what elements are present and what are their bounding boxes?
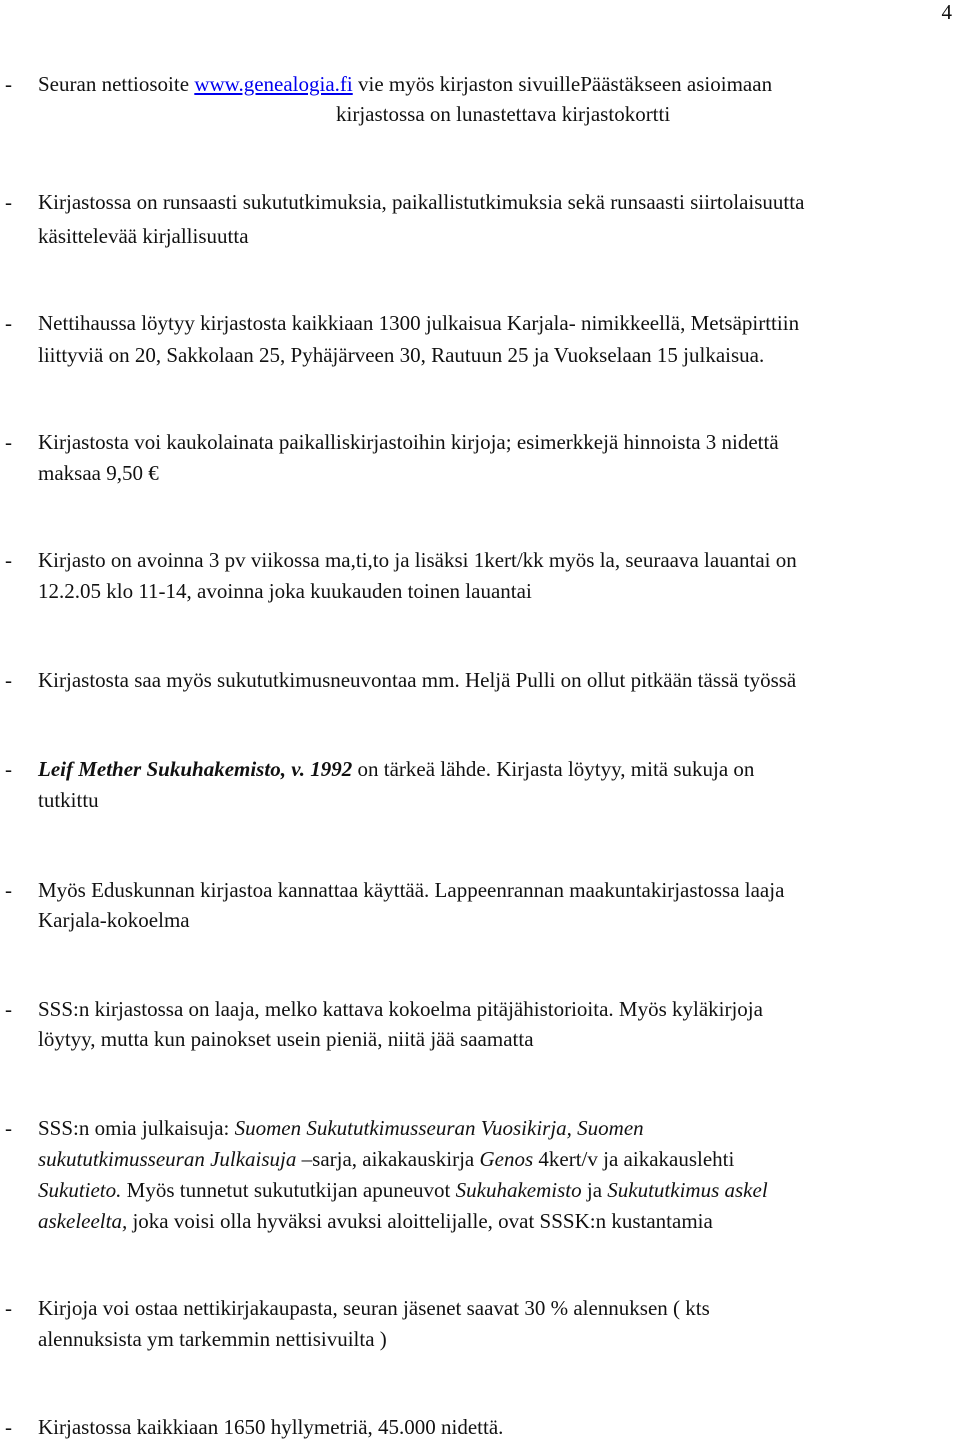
bullet-dash: - — [5, 72, 12, 96]
item-line — [38, 69, 772, 99]
item-line: Kirjoja voi ostaa nettikirjakaupasta, seuran jäsenet saavat 30 % alennuksen ( kts — [38, 1296, 710, 1320]
item-line: Kirjasto on avoinna 3 pv viikossa ma,ti,to ja lisäksi 1kert/kk myös la, seuraava lauantai on — [38, 548, 797, 572]
text: Myös tunnetut sukututkijan apuneuvot — [121, 1178, 456, 1202]
publication-title: askeleelta, — [38, 1209, 128, 1233]
item-line — [38, 1175, 768, 1205]
text: vie myös kirjaston sivuillePäästäkseen asioimaan — [352, 72, 773, 96]
publication-title: Genos — [479, 1147, 534, 1171]
item-line — [38, 1206, 713, 1236]
bullet-dash: - — [5, 311, 12, 335]
text: SSS:n omia julkaisuja: — [38, 1116, 235, 1140]
publication-title: Sukutieto. — [38, 1178, 122, 1202]
item-line: alennuksista ym tarkemmin nettisivuilta ) — [38, 1327, 387, 1351]
text: Seuran nettiosoite — [38, 72, 195, 96]
item-line — [38, 1113, 644, 1143]
publication-title: Sukututkimus askel — [607, 1178, 768, 1202]
sukuhakemisto-title: Leif Mether Sukuhakemisto, v. 1992 — [38, 757, 353, 781]
item-line — [38, 754, 754, 784]
publication-title: sukututkimusseuran Julkaisuja — [38, 1147, 302, 1171]
bullet-dash: - — [5, 1296, 12, 1320]
item-line: maksaa 9,50 € — [38, 461, 159, 485]
item-line: käsittelevää kirjallisuutta — [38, 224, 249, 248]
item-line: tutkittu — [38, 788, 99, 812]
bullet-dash: - — [5, 757, 12, 781]
page-number: 4 — [941, 0, 952, 24]
item-line: SSS:n kirjastossa on laaja, melko kattava kokoelma pitäjähistorioita. Myös kyläkirjoja — [38, 997, 763, 1021]
item-line: Kirjastosta saa myös sukututkimusneuvontaa mm. Heljä Pulli on ollut pitkään tässä työssä — [38, 668, 797, 692]
bullet-dash: - — [5, 997, 12, 1021]
bullet-dash: - — [5, 548, 12, 572]
bullet-dash: - — [5, 430, 12, 454]
text: ja — [581, 1178, 608, 1202]
item-line: 12.2.05 klo 11-14, avoinna joka kuukauden toinen lauantai — [38, 579, 532, 603]
text: 4kert/v ja aikakauslehti — [533, 1147, 735, 1171]
item-line: Kirjastossa on runsaasti sukututkimuksia, paikallistutkimuksia sekä runsaasti siirtolaisuutta — [38, 190, 805, 214]
item-line: kirjastossa on lunastettava kirjastokortti — [336, 102, 671, 126]
text: on tärkeä lähde. Kirjasta löytyy, mitä sukuja on — [352, 757, 755, 781]
publication-title: Sukuhakemisto — [455, 1178, 582, 1202]
item-line — [38, 1144, 734, 1174]
bullet-dash: - — [5, 1116, 12, 1140]
bullet-dash: - — [5, 190, 12, 214]
item-line: Nettihaussa löytyy kirjastosta kaikkiaan 1300 julkaisua Karjala- nimikkeellä, Metsäpirttiin — [38, 311, 800, 335]
bullet-dash: - — [5, 1415, 12, 1439]
bullet-dash: - — [5, 878, 12, 902]
item-line: löytyy, mutta kun painokset usein pieniä, niitä jää saamatta — [38, 1027, 534, 1051]
text: –sarja, aikakauskirja — [301, 1147, 480, 1171]
item-line: Myös Eduskunnan kirjastoa kannattaa käyttää. Lappeenrannan maakuntakirjastossa laaja — [38, 878, 785, 902]
bullet-dash: - — [5, 668, 12, 692]
publication-title: Suomen Sukututkimusseuran Vuosikirja, Suomen — [234, 1116, 644, 1140]
item-line: Karjala-kokoelma — [38, 908, 190, 932]
item-line: liittyviä on 20, Sakkolaan 25, Pyhäjärveen 30, Rautuun 25 ja Vuokselaan 15 julkaisua. — [38, 343, 765, 367]
item-line: Kirjastosta voi kaukolainata paikalliskirjastoihin kirjoja; esimerkkejä hinnoista 3 nidettä — [38, 430, 779, 454]
item-line: Kirjastossa kaikkiaan 1650 hyllymetriä, 45.000 nidettä. — [38, 1415, 504, 1439]
genealogia-link[interactable]: www.genealogia.fi — [194, 72, 353, 96]
text: joka voisi olla hyväksi avuksi aloittelijalle, ovat SSSK:n kustantamia — [127, 1209, 713, 1233]
